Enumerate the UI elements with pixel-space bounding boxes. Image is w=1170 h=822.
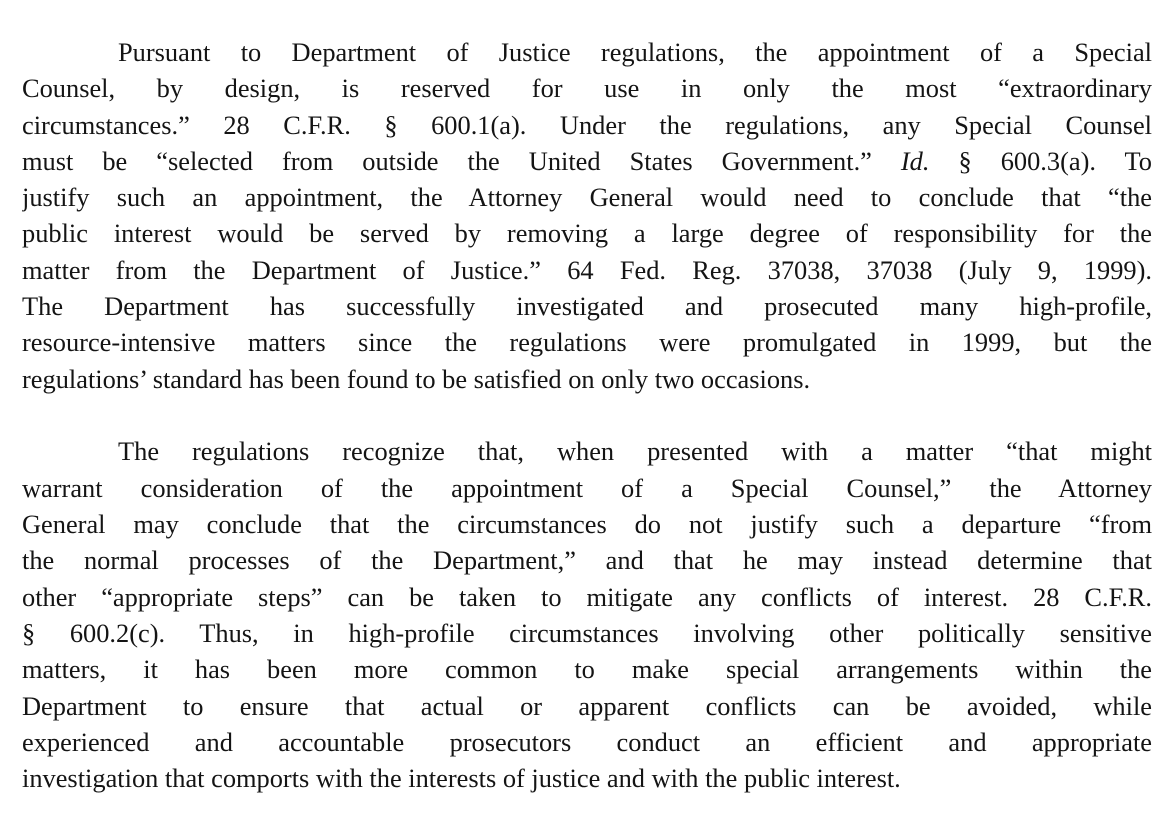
text-line <box>22 688 1152 724</box>
text-line <box>22 470 1152 506</box>
text-segment: regulations’ standard has been found to be satisfied on only two occasions. <box>22 363 811 394</box>
text-line <box>22 361 1152 397</box>
text-line <box>22 252 1152 288</box>
text-segment: public interest would be served by removing a large degree of responsibility for the <box>22 218 1152 249</box>
text-line <box>22 433 1152 469</box>
text-segment: § 600.3(a). To <box>929 145 1152 176</box>
text-segment: experienced and accountable prosecutors conduct an efficient and appropriate <box>22 726 1152 757</box>
text-line <box>22 107 1152 143</box>
text-line <box>22 724 1152 760</box>
text-line <box>22 143 1152 179</box>
paragraph <box>22 433 1152 796</box>
document-page <box>22 34 1152 796</box>
text-line <box>22 615 1152 651</box>
text-line <box>22 215 1152 251</box>
text-segment: Counsel, by design, is reserved for use in only the most “extraordinary <box>22 73 1152 104</box>
text-line <box>22 288 1152 324</box>
text-line <box>22 579 1152 615</box>
text-segment: Pursuant to Department of Justice regulations, the appointment of a Special <box>118 37 1152 67</box>
text-line <box>22 324 1152 360</box>
text-segment: other “appropriate steps” can be taken to mitigate any conflicts of interest. 28 C.F.R. <box>22 581 1152 612</box>
text-segment: the normal processes of the Department,” and that he may instead determine that <box>22 545 1152 576</box>
text-line <box>22 506 1152 542</box>
text-segment: The Department has successfully investigated and prosecuted many high-profile, <box>22 291 1152 322</box>
text-segment: § 600.2(c). Thus, in high-profile circumstances involving other politically sensitive <box>22 617 1152 648</box>
text-segment: circumstances.” 28 C.F.R. § 600.1(a). Under the regulations, any Special Counsel <box>22 109 1152 140</box>
text-segment: The regulations recognize that, when presented with a matter “that might <box>118 436 1152 467</box>
text-line <box>22 760 1152 796</box>
text-segment: General may conclude that the circumstances do not justify such a departure “from <box>22 509 1152 540</box>
text-segment: resource-intensive matters since the regulations were promulgated in 1999, but the <box>22 327 1152 358</box>
text-line <box>22 542 1152 578</box>
italic-citation: Id. <box>900 145 930 176</box>
text-segment: justify such an appointment, the Attorney General would need to conclude that “the <box>22 182 1152 213</box>
text-line <box>22 179 1152 215</box>
text-line <box>22 34 1152 70</box>
text-line <box>22 651 1152 687</box>
text-line <box>22 70 1152 106</box>
text-segment: matters, it has been more common to make special arrangements within the <box>22 654 1152 685</box>
text-segment: investigation that comports with the interests of justice and with the public interest. <box>22 763 901 794</box>
text-segment: must be “selected from outside the United States Government.” <box>22 145 901 176</box>
paragraph <box>22 34 1152 397</box>
text-segment: Department to ensure that actual or apparent conflicts can be avoided, while <box>22 690 1152 721</box>
text-segment: warrant consideration of the appointment of a Special Counsel,” the Attorney <box>22 472 1152 503</box>
text-segment: matter from the Department of Justice.” 64 Fed. Reg. 37038, 37038 (July 9, 1999). <box>22 254 1152 285</box>
